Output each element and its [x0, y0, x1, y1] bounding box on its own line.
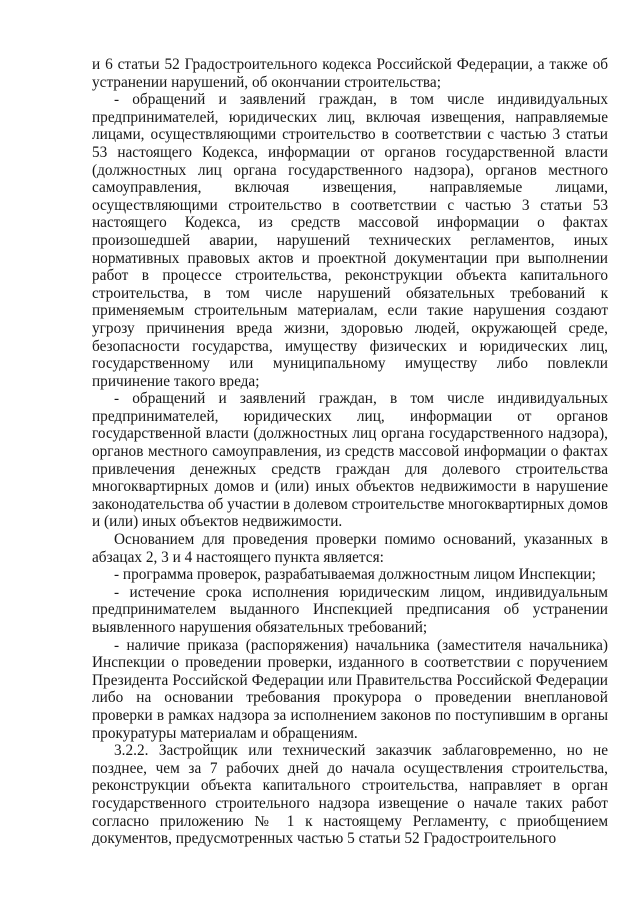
paragraph-continuation: и 6 статьи 52 Градостроительного кодекса Российской Федерации, а также об устранении нарушений, об окончании строительства;	[92, 56, 608, 91]
paragraph-citizen-appeals-violations: - обращений и заявлений граждан, в том числе индивидуальных предпринимателей, юридических лиц, включая извещения, направляемые лицами, осуществляющими строительство в соответствии с частью 3 статьи 53 настоящего Кодекса, информации от органов государственной власти (должностных лиц органа государственного надзора), органов местного самоуправления, включая извещения, направляемые лицами, осуществляющими строительство в соответствии с частью 3 статьи 53 настоящего Кодекса, из средств массовой информации о фактах произошедшей аварии, нарушений технических регламентов, иных нормативных правовых актов и проектной документации при выполнении работ в процессе строительства, реконструкции объекта капитального строительства, в том числе нарушений обязательных требований к применяемым строительным материалам, если такие нарушения создают угрозу причинения вреда жизни, здоровью людей, окружающей среде, безопасности государства, имуществу физических и юридических лиц, государственному или муниципальному имуществу либо повлекли причинение такого вреда;	[92, 91, 608, 390]
paragraph-citizen-appeals-shared-construction: - обращений и заявлений граждан, в том числе индивидуальных предпринимателей, юридических лиц, информации от органов государственной власти (должностных лиц органа государственного надзора), органов местного самоуправления, из средств массовой информации о фактах привлечения денежных средств граждан для долевого строительства многоквартирных домов и (или) иных объектов недвижимости в нарушение законодательства об участии в долевом строительстве многоквартирных домов и (или) иных объектов недвижимости.	[92, 390, 608, 531]
paragraph-prescription-expiry: - истечение срока исполнения юридическим лицом, индивидуальным предпринимателем выданного Инспекцией предписания об устранении выявленного нарушения обязательных требований;	[92, 583, 608, 636]
document-page	[92, 56, 608, 848]
paragraph-inspection-grounds: Основанием для проведения проверки помимо оснований, указанных в абзацах 2, 3 и 4 настоящего пункта является:	[92, 531, 608, 566]
paragraph-order-presence: - наличие приказа (распоряжения) начальника (заместителя начальника) Инспекции о проведении проверки, изданного в соответствии с поручением Президента Российской Федерации или Правительства Российской Федерации либо на основании требования прокурора о проведении внеплановой проверки в рамках надзора за исполнением законов по поступившим в органы прокуратуры материалам и обращениям.	[92, 636, 608, 742]
paragraph-inspection-program: - программа проверок, разрабатываемая должностным лицом Инспекции;	[114, 566, 596, 584]
paragraph-3-2-2: 3.2.2. Застройщик или технический заказчик заблаговременно, но не позднее, чем за 7 рабочих дней до начала осуществления строительства, реконструкции объекта капитального строительства, направляет в орган государственного строительного надзора извещение о начале таких работ согласно приложению № 1 к настоящему Регламенту, с приобщением документов, предусмотренных частью 5 статьи 52 Градостроительного	[92, 742, 608, 848]
